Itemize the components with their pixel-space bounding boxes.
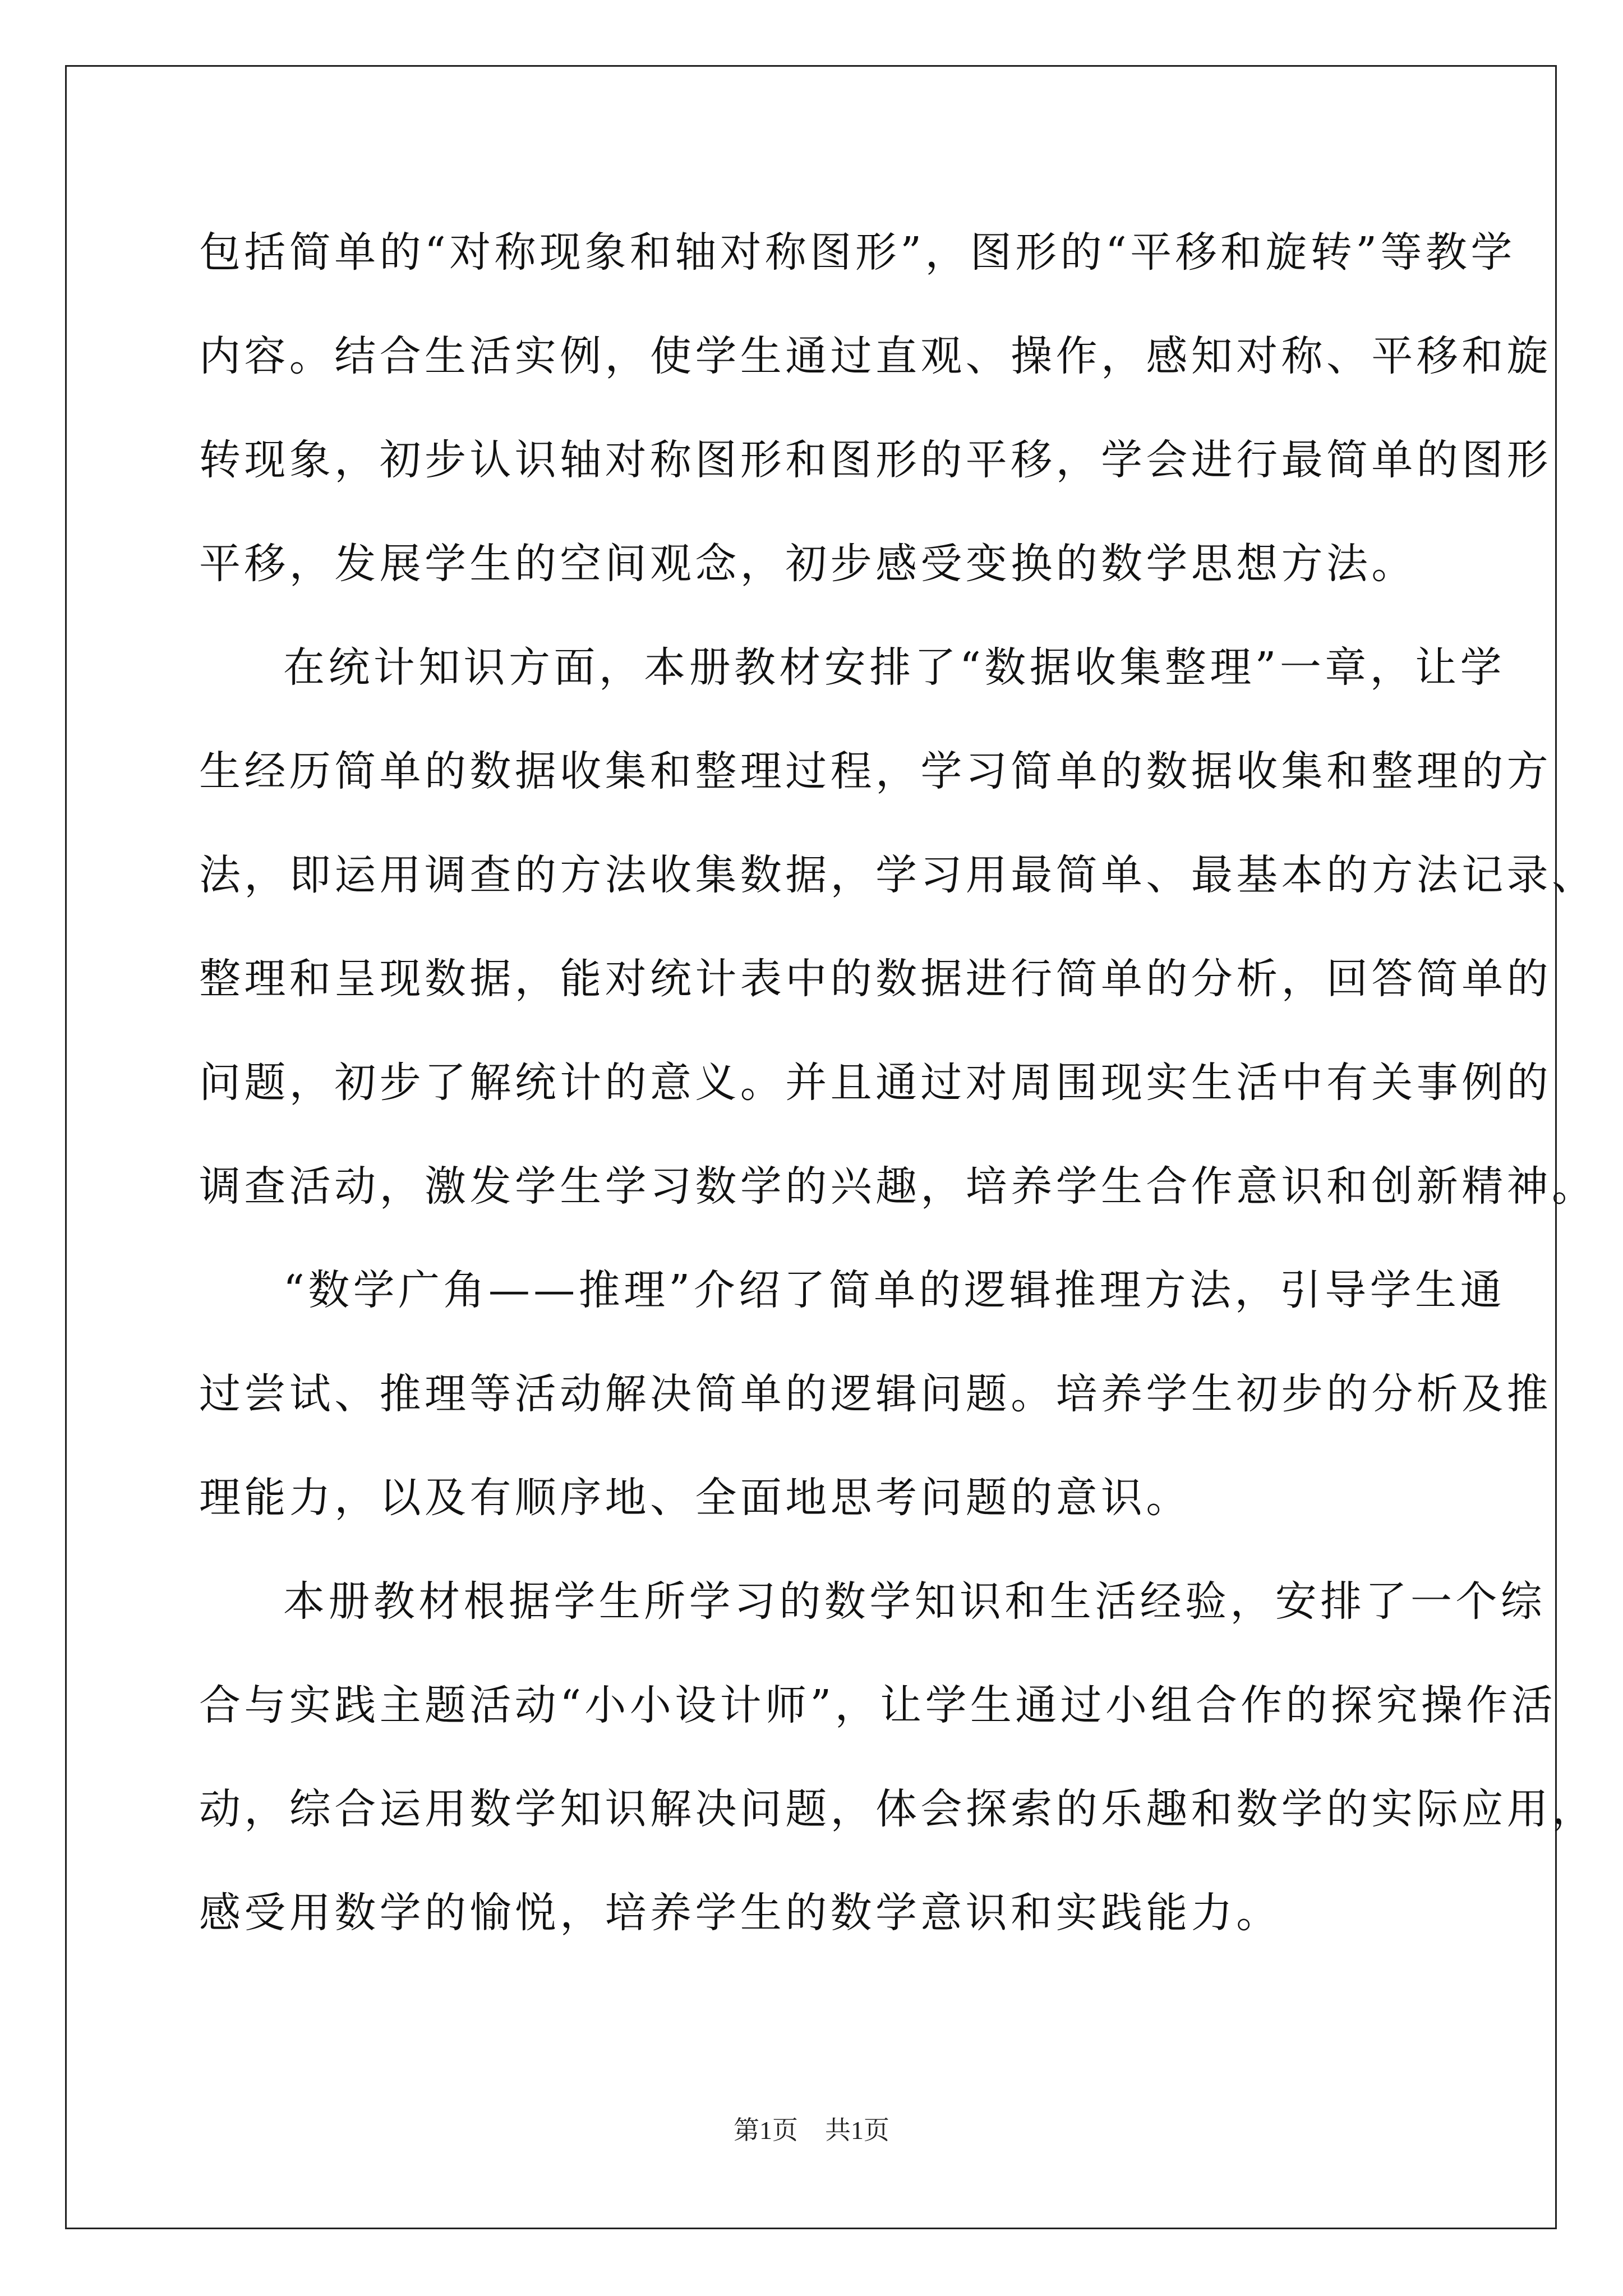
page-number-current: 第1页 <box>734 2116 798 2145</box>
paragraph-3-line-2: 过尝试、推理等活动解决简单的逻辑问题。培养学生初步的分析及推 <box>199 1370 1552 1418</box>
paragraph-2-line-6: 调查活动，激发学生学习数学的兴趣，培养学生合作意识和创新精神。 <box>199 1162 1597 1211</box>
paragraph-4-line-2: 合与实践主题活动“小小设计师”，让学生通过小组合作的探究操作活 <box>199 1681 1557 1729</box>
paragraph-2-line-1: 在统计知识方面，本册教材安排了“数据收集整理”一章，让学 <box>283 643 1505 692</box>
page-number-total: 共1页 <box>825 2116 889 2145</box>
paragraph-1-line-1: 包括简单的“对称现象和轴对称图形”，图形的“平移和旋转”等教学 <box>199 228 1516 277</box>
paragraph-4-line-3: 动，综合运用数学知识解决问题，体会探索的乐趣和数学的实际应用， <box>199 1785 1597 1833</box>
paragraph-4-line-1: 本册教材根据学生所学习的数学知识和生活经验，安排了一个综 <box>283 1577 1546 1626</box>
paragraph-1-line-2: 内容。结合生活实例，使学生通过直观、操作，感知对称、平移和旋 <box>199 332 1552 380</box>
paragraph-3-line-3: 理能力，以及有顺序地、全面地思考问题的意识。 <box>199 1474 1191 1522</box>
paragraph-2-line-2: 生经历简单的数据收集和整理过程，学习简单的数据收集和整理的方 <box>199 747 1552 795</box>
paragraph-2-line-5: 问题，初步了解统计的意义。并且通过对周围现实生活中有关事例的 <box>199 1059 1552 1107</box>
paragraph-4-line-4: 感受用数学的愉悦，培养学生的数学意识和实践能力。 <box>199 1889 1281 1937</box>
paragraph-2-line-3: 法，即运用调查的方法收集数据，学习用最简单、最基本的方法记录、 <box>199 851 1597 899</box>
paragraph-3-line-1: “数学广角——推理”介绍了简单的逻辑推理方法，引导学生通 <box>283 1266 1505 1314</box>
paragraph-1-line-4: 平移，发展学生的空间观念，初步感受变换的数学思想方法。 <box>199 540 1417 588</box>
page-footer <box>0 2114 1623 2147</box>
paragraph-2-line-4: 整理和呈现数据，能对统计表中的数据进行简单的分析，回答简单的 <box>199 955 1552 1003</box>
paragraph-1-line-3: 转现象，初步认识轴对称图形和图形的平移，学会进行最简单的图形 <box>199 436 1552 484</box>
